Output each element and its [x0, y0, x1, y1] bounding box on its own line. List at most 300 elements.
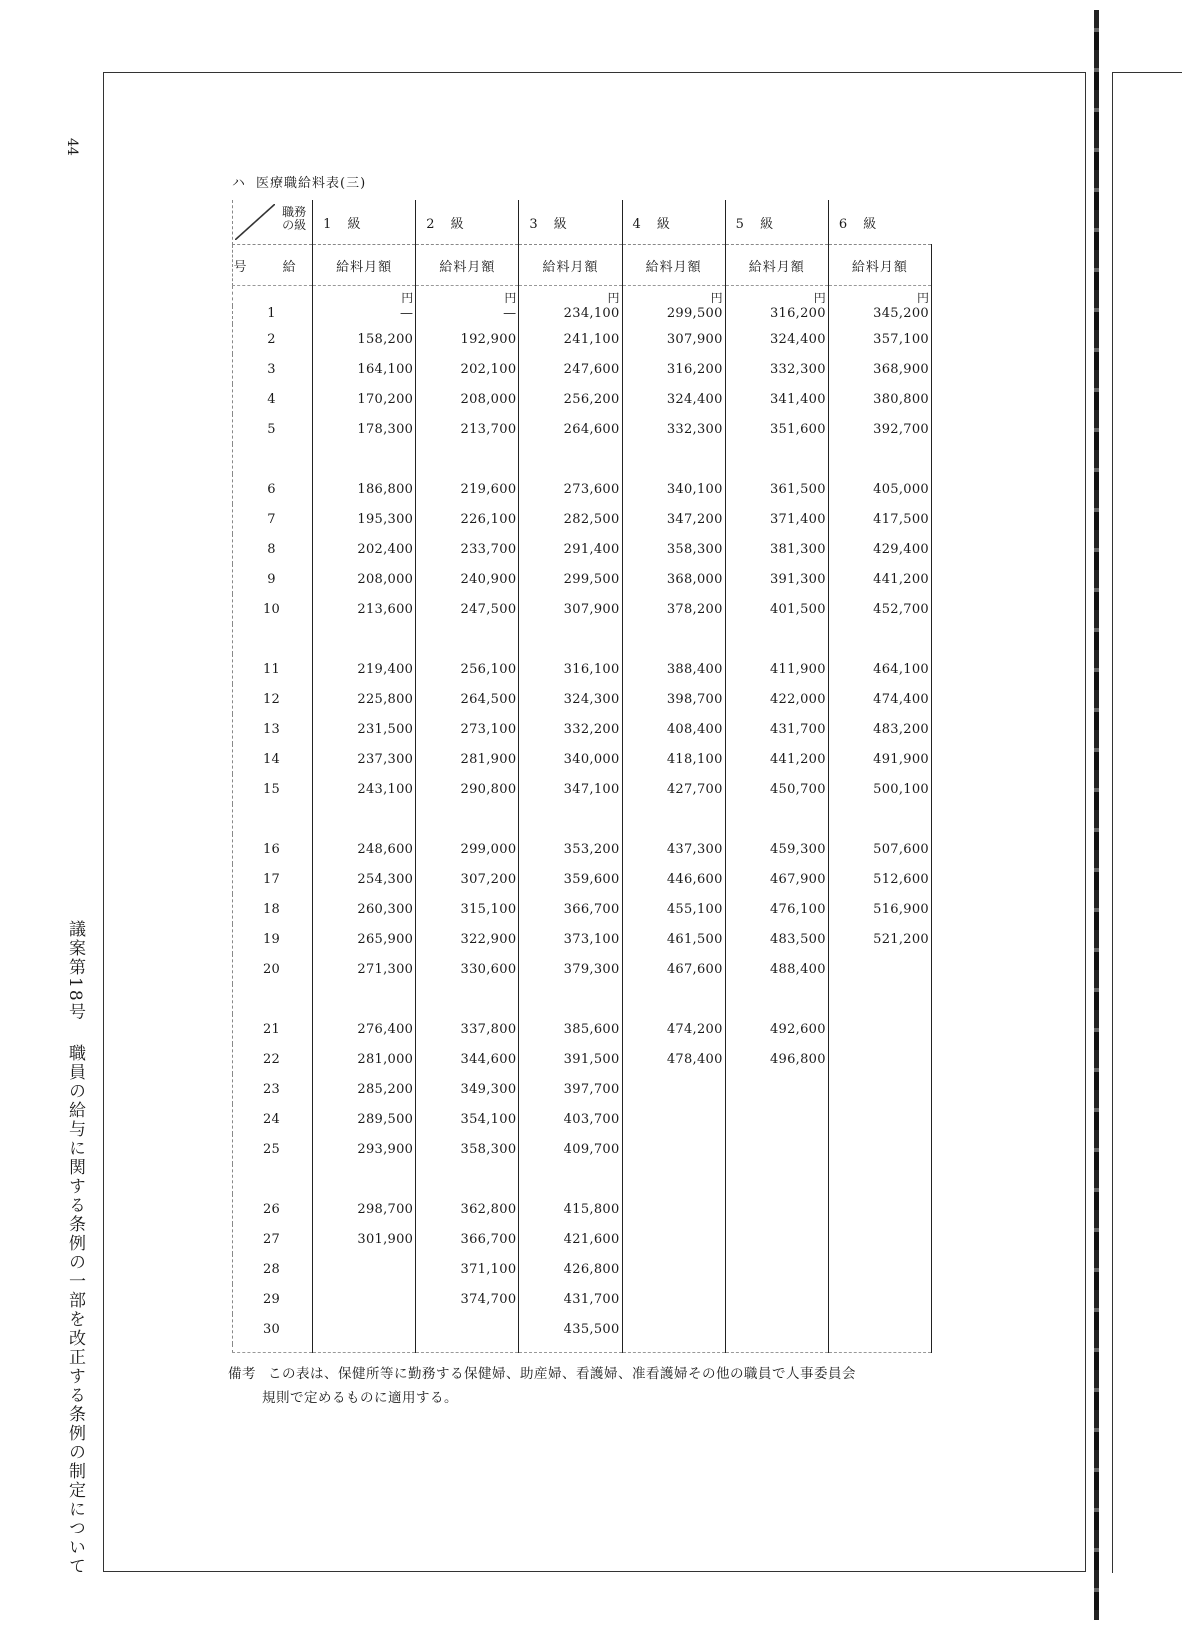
salary-cell — [828, 1314, 931, 1344]
salary-cell: 397,700 — [519, 1074, 622, 1104]
step-number: 9 — [233, 564, 313, 594]
table-row — [233, 1044, 932, 1074]
step-number: 5 — [233, 414, 313, 444]
spacer-cell — [828, 444, 931, 474]
salary-cell: 315,100 — [416, 894, 519, 924]
salary-cell — [313, 1254, 416, 1284]
salary-cell — [725, 1194, 828, 1224]
remarks-line2: 規則で定めるものに適用する。 — [262, 1390, 458, 1406]
spacer-cell — [233, 1164, 313, 1194]
salary-cell: 195,300 — [313, 504, 416, 534]
unit-spacer — [233, 286, 313, 307]
table-row — [233, 894, 932, 924]
salary-cell: 289,500 — [313, 1104, 416, 1134]
table-row — [233, 1014, 932, 1044]
salary-cell: 237,300 — [313, 744, 416, 774]
table-row — [233, 1104, 932, 1134]
monthly-salary-header: 給料月額 — [519, 245, 622, 286]
unit-label: 円 — [725, 286, 828, 307]
salary-cell: 243,100 — [313, 774, 416, 804]
table-row — [233, 1194, 932, 1224]
salary-cell: 483,500 — [725, 924, 828, 954]
step-number: 24 — [233, 1104, 313, 1134]
salary-cell: 351,600 — [725, 414, 828, 444]
salary-cell: 371,100 — [416, 1254, 519, 1284]
salary-cell: 202,400 — [313, 534, 416, 564]
table-row — [233, 384, 932, 414]
table-row — [233, 414, 932, 444]
salary-cell: 411,900 — [725, 654, 828, 684]
remarks-label: 備考 — [228, 1366, 256, 1382]
salary-cell: 371,400 — [725, 504, 828, 534]
salary-cell: 240,900 — [416, 564, 519, 594]
bill-title: 職員の給与に関する条例の一部を改正する条例の制定について — [65, 1043, 85, 1576]
salary-cell: 276,400 — [313, 1014, 416, 1044]
salary-cell — [622, 1314, 725, 1344]
table-row — [233, 1314, 932, 1344]
salary-cell: 324,400 — [725, 324, 828, 354]
salary-cell: 521,200 — [828, 924, 931, 954]
salary-cell: 307,900 — [622, 324, 725, 354]
salary-cell: 483,200 — [828, 714, 931, 744]
salary-cell: 474,400 — [828, 684, 931, 714]
salary-cell: 378,200 — [622, 594, 725, 624]
salary-cell: 219,400 — [313, 654, 416, 684]
salary-cell: 256,200 — [519, 384, 622, 414]
salary-cell: 455,100 — [622, 894, 725, 924]
salary-cell: 391,500 — [519, 1044, 622, 1074]
side-title — [58, 920, 88, 1598]
spacer-cell — [313, 984, 416, 1014]
step-number: 27 — [233, 1224, 313, 1254]
salary-cell: 401,500 — [725, 594, 828, 624]
table-row — [233, 504, 932, 534]
table-row — [233, 324, 932, 354]
step-number: 10 — [233, 594, 313, 624]
step-number: 7 — [233, 504, 313, 534]
salary-cell: 362,800 — [416, 1194, 519, 1224]
salary-cell: 233,700 — [416, 534, 519, 564]
step-number: 3 — [233, 354, 313, 384]
salary-cell — [622, 1134, 725, 1164]
salary-cell — [828, 1194, 931, 1224]
salary-cell: 322,900 — [416, 924, 519, 954]
table-row — [233, 1134, 932, 1164]
spacer-cell — [416, 1164, 519, 1194]
grade-header-row — [233, 200, 932, 245]
step-number: 22 — [233, 1044, 313, 1074]
group-spacer-row — [233, 1164, 932, 1194]
step-number: 11 — [233, 654, 313, 684]
salary-cell: 344,600 — [416, 1044, 519, 1074]
salary-cell: 467,900 — [725, 864, 828, 894]
step-number: 14 — [233, 744, 313, 774]
spacer-cell — [313, 624, 416, 654]
step-number: 26 — [233, 1194, 313, 1224]
salary-cell — [725, 1224, 828, 1254]
salary-cell: 202,100 — [416, 354, 519, 384]
page-number: 44 — [64, 138, 80, 156]
salary-cell: 186,800 — [313, 474, 416, 504]
salary-cell — [828, 1284, 931, 1314]
unit-label: 円 — [519, 286, 622, 307]
salary-cell — [725, 1134, 828, 1164]
salary-cell — [828, 1044, 931, 1074]
spacer-cell — [519, 804, 622, 834]
spacer-cell — [828, 624, 931, 654]
salary-cell: 241,100 — [519, 324, 622, 354]
spacer-cell — [519, 624, 622, 654]
salary-cell: 405,000 — [828, 474, 931, 504]
salary-cell: 467,600 — [622, 954, 725, 984]
salary-cell — [828, 1104, 931, 1134]
salary-cell: 353,200 — [519, 834, 622, 864]
salary-cell: 431,700 — [519, 1284, 622, 1314]
table-row — [233, 744, 932, 774]
salary-cell: 301,900 — [313, 1224, 416, 1254]
table-row — [233, 714, 932, 744]
table-caption — [232, 172, 366, 191]
salary-cell — [828, 1134, 931, 1164]
table-row — [233, 534, 932, 564]
salary-cell — [828, 1224, 931, 1254]
salary-cell: 388,400 — [622, 654, 725, 684]
salary-cell: 452,700 — [828, 594, 931, 624]
salary-cell: 285,200 — [313, 1074, 416, 1104]
caption-title: 医療職給料表(三) — [256, 176, 367, 191]
salary-cell: 373,100 — [519, 924, 622, 954]
salary-cell: 374,700 — [416, 1284, 519, 1314]
unit-row — [233, 286, 932, 307]
salary-cell: 347,100 — [519, 774, 622, 804]
salary-cell: 307,900 — [519, 594, 622, 624]
step-number: 2 — [233, 324, 313, 354]
salary-cell: 299,500 — [519, 564, 622, 594]
salary-cell: 281,900 — [416, 744, 519, 774]
binding-edge — [1094, 10, 1099, 1620]
spacer-cell — [416, 624, 519, 654]
salary-cell: 225,800 — [313, 684, 416, 714]
salary-cell — [828, 954, 931, 984]
salary-cell: 316,200 — [725, 306, 828, 324]
salary-cell: 208,000 — [416, 384, 519, 414]
salary-cell — [828, 1014, 931, 1044]
salary-cell: 282,500 — [519, 504, 622, 534]
unit-label: 円 — [622, 286, 725, 307]
salary-cell: 426,800 — [519, 1254, 622, 1284]
step-number: 6 — [233, 474, 313, 504]
monthly-salary-header: 給料月額 — [416, 245, 519, 286]
step-number: 8 — [233, 534, 313, 564]
salary-cell: 254,300 — [313, 864, 416, 894]
salary-cell: 366,700 — [519, 894, 622, 924]
grade-header: 4 級 — [622, 200, 725, 245]
salary-cell: 391,300 — [725, 564, 828, 594]
spacer-cell — [519, 1164, 622, 1194]
remarks-line1: この表は、保健所等に勤務する保健婦、助産婦、看護婦、准看護婦その他の職員で人事委員会 — [268, 1366, 856, 1382]
salary-cell: 178,300 — [313, 414, 416, 444]
step-number: 30 — [233, 1314, 313, 1344]
salary-cell: 247,500 — [416, 594, 519, 624]
spacer-cell — [622, 624, 725, 654]
spacer-cell — [725, 624, 828, 654]
salary-cell: 316,200 — [622, 354, 725, 384]
step-number: 18 — [233, 894, 313, 924]
bill-number: 議案第18号 — [65, 920, 85, 1022]
salary-cell: 299,000 — [416, 834, 519, 864]
table-row — [233, 864, 932, 894]
salary-cell: 341,400 — [725, 384, 828, 414]
unit-label: 円 — [828, 286, 931, 307]
spacer-cell — [233, 444, 313, 474]
table-row — [233, 1284, 932, 1314]
salary-cell: 264,600 — [519, 414, 622, 444]
corner-cell — [233, 200, 313, 245]
corner-label-line1: 職務 — [282, 205, 307, 219]
salary-cell: 459,300 — [725, 834, 828, 864]
salary-cell: 324,400 — [622, 384, 725, 414]
salary-cell: 298,700 — [313, 1194, 416, 1224]
salary-cell — [416, 1314, 519, 1344]
salary-cell: 441,200 — [828, 564, 931, 594]
salary-cell: 516,900 — [828, 894, 931, 924]
spacer-cell — [313, 1164, 416, 1194]
step-number: 21 — [233, 1014, 313, 1044]
salary-cell: 461,500 — [622, 924, 725, 954]
sub-header-row — [233, 245, 932, 286]
salary-cell: 299,500 — [622, 306, 725, 324]
salary-cell: 347,200 — [622, 504, 725, 534]
step-number: 28 — [233, 1254, 313, 1284]
corner-label-line2: の級 — [282, 218, 307, 232]
salary-table — [232, 200, 932, 1353]
step-number: 20 — [233, 954, 313, 984]
salary-cell: 435,500 — [519, 1314, 622, 1344]
salary-cell: 431,700 — [725, 714, 828, 744]
salary-cell: 213,600 — [313, 594, 416, 624]
salary-cell: 256,100 — [416, 654, 519, 684]
salary-cell: 474,200 — [622, 1014, 725, 1044]
salary-cell: 418,100 — [622, 744, 725, 774]
salary-cell: 409,700 — [519, 1134, 622, 1164]
corner-diagonal — [235, 204, 275, 240]
salary-cell: 366,700 — [416, 1224, 519, 1254]
spacer-cell — [622, 804, 725, 834]
caption-index: ハ — [232, 176, 247, 191]
grade-header: 2 級 — [416, 200, 519, 245]
spacer-cell — [313, 1344, 416, 1353]
salary-cell: 496,800 — [725, 1044, 828, 1074]
monthly-salary-header: 給料月額 — [828, 245, 931, 286]
spacer-cell — [828, 1344, 931, 1353]
spacer-cell — [828, 1164, 931, 1194]
salary-cell: 208,000 — [313, 564, 416, 594]
table-row — [233, 834, 932, 864]
table-row — [233, 684, 932, 714]
salary-cell: 158,200 — [313, 324, 416, 354]
group-spacer-row — [233, 444, 932, 474]
salary-cell — [313, 1284, 416, 1314]
spacer-cell — [725, 984, 828, 1014]
salary-cell — [313, 1314, 416, 1344]
spacer-cell — [233, 1344, 313, 1353]
spacer-cell — [233, 804, 313, 834]
table-end-row — [233, 1344, 932, 1353]
salary-cell: 357,100 — [828, 324, 931, 354]
salary-cell: 265,900 — [313, 924, 416, 954]
salary-cell: 354,100 — [416, 1104, 519, 1134]
salary-cell: — — [313, 306, 416, 324]
salary-cell: 417,500 — [828, 504, 931, 534]
grade-header: 1 級 — [313, 200, 416, 245]
group-spacer-row — [233, 984, 932, 1014]
monthly-salary-header: 給料月額 — [622, 245, 725, 286]
salary-cell: 446,600 — [622, 864, 725, 894]
salary-cell: 512,600 — [828, 864, 931, 894]
salary-cell: — — [416, 306, 519, 324]
spacer-cell — [519, 984, 622, 1014]
salary-cell — [725, 1074, 828, 1104]
step-number: 15 — [233, 774, 313, 804]
salary-cell: 264,500 — [416, 684, 519, 714]
spacer-cell — [725, 1164, 828, 1194]
table-row — [233, 924, 932, 954]
salary-cell: 332,200 — [519, 714, 622, 744]
table-row — [233, 474, 932, 504]
grade-header: 6 級 — [828, 200, 931, 245]
salary-cell: 415,800 — [519, 1194, 622, 1224]
salary-cell: 273,600 — [519, 474, 622, 504]
salary-cell: 422,000 — [725, 684, 828, 714]
salary-cell: 381,300 — [725, 534, 828, 564]
salary-cell: 337,800 — [416, 1014, 519, 1044]
group-spacer-row — [233, 624, 932, 654]
salary-cell: 368,000 — [622, 564, 725, 594]
salary-cell: 345,200 — [828, 306, 931, 324]
salary-cell: 330,600 — [416, 954, 519, 984]
step-number: 29 — [233, 1284, 313, 1314]
salary-cell: 421,600 — [519, 1224, 622, 1254]
spacer-cell — [828, 804, 931, 834]
salary-cell: 500,100 — [828, 774, 931, 804]
step-number: 13 — [233, 714, 313, 744]
salary-cell: 385,600 — [519, 1014, 622, 1044]
salary-cell: 273,100 — [416, 714, 519, 744]
spacer-cell — [622, 444, 725, 474]
spacer-cell — [725, 1344, 828, 1353]
salary-cell — [622, 1284, 725, 1314]
step-number: 16 — [233, 834, 313, 864]
salary-cell: 392,700 — [828, 414, 931, 444]
salary-cell: 332,300 — [725, 354, 828, 384]
salary-cell: 226,100 — [416, 504, 519, 534]
salary-cell: 398,700 — [622, 684, 725, 714]
salary-cell — [828, 1254, 931, 1284]
salary-cell: 170,200 — [313, 384, 416, 414]
salary-cell: 359,600 — [519, 864, 622, 894]
step-number: 25 — [233, 1134, 313, 1164]
salary-cell: 231,500 — [313, 714, 416, 744]
salary-cell: 307,200 — [416, 864, 519, 894]
salary-cell: 492,600 — [725, 1014, 828, 1044]
salary-cell: 291,400 — [519, 534, 622, 564]
step-number: 12 — [233, 684, 313, 714]
salary-cell: 358,300 — [622, 534, 725, 564]
group-spacer-row — [233, 804, 932, 834]
salary-cell: 234,100 — [519, 306, 622, 324]
grade-header: 5 級 — [725, 200, 828, 245]
table-row — [233, 1074, 932, 1104]
spacer-cell — [622, 1164, 725, 1194]
spacer-cell — [622, 984, 725, 1014]
monthly-salary-header: 給料月額 — [313, 245, 416, 286]
salary-cell: 358,300 — [416, 1134, 519, 1164]
unit-label: 円 — [416, 286, 519, 307]
salary-cell: 491,900 — [828, 744, 931, 774]
step-header: 号 給 — [233, 245, 313, 286]
salary-cell: 478,400 — [622, 1044, 725, 1074]
monthly-salary-header: 給料月額 — [725, 245, 828, 286]
table-row — [233, 306, 932, 324]
salary-cell: 349,300 — [416, 1074, 519, 1104]
salary-cell: 290,800 — [416, 774, 519, 804]
salary-cell: 450,700 — [725, 774, 828, 804]
salary-cell: 247,600 — [519, 354, 622, 384]
spacer-cell — [519, 1344, 622, 1353]
spacer-cell — [313, 444, 416, 474]
table-row — [233, 594, 932, 624]
salary-cell: 476,100 — [725, 894, 828, 924]
remarks — [228, 1362, 928, 1410]
salary-cell: 340,100 — [622, 474, 725, 504]
salary-cell: 271,300 — [313, 954, 416, 984]
spacer-cell — [233, 624, 313, 654]
spacer-cell — [828, 984, 931, 1014]
salary-cell: 281,000 — [313, 1044, 416, 1074]
salary-cell: 293,900 — [313, 1134, 416, 1164]
grade-header: 3 級 — [519, 200, 622, 245]
salary-cell — [725, 1284, 828, 1314]
spacer-cell — [233, 984, 313, 1014]
salary-cell — [622, 1194, 725, 1224]
salary-cell: 213,700 — [416, 414, 519, 444]
salary-cell: 429,400 — [828, 534, 931, 564]
spacer-cell — [416, 1344, 519, 1353]
salary-cell: 488,400 — [725, 954, 828, 984]
step-number: 1 — [233, 306, 313, 324]
step-number: 23 — [233, 1074, 313, 1104]
table-row — [233, 564, 932, 594]
salary-cell: 507,600 — [828, 834, 931, 864]
salary-cell: 464,100 — [828, 654, 931, 684]
salary-cell — [725, 1254, 828, 1284]
table-row — [233, 1224, 932, 1254]
spacer-cell — [622, 1344, 725, 1353]
spacer-cell — [725, 804, 828, 834]
salary-cell: 403,700 — [519, 1104, 622, 1134]
salary-cell: 248,600 — [313, 834, 416, 864]
salary-cell: 164,100 — [313, 354, 416, 384]
salary-cell: 379,300 — [519, 954, 622, 984]
salary-cell — [622, 1254, 725, 1284]
salary-cell: 192,900 — [416, 324, 519, 354]
salary-cell: 340,000 — [519, 744, 622, 774]
salary-cell: 368,900 — [828, 354, 931, 384]
salary-cell — [622, 1104, 725, 1134]
adjacent-page-edge — [1112, 72, 1182, 1573]
salary-cell: 441,200 — [725, 744, 828, 774]
step-number: 17 — [233, 864, 313, 894]
